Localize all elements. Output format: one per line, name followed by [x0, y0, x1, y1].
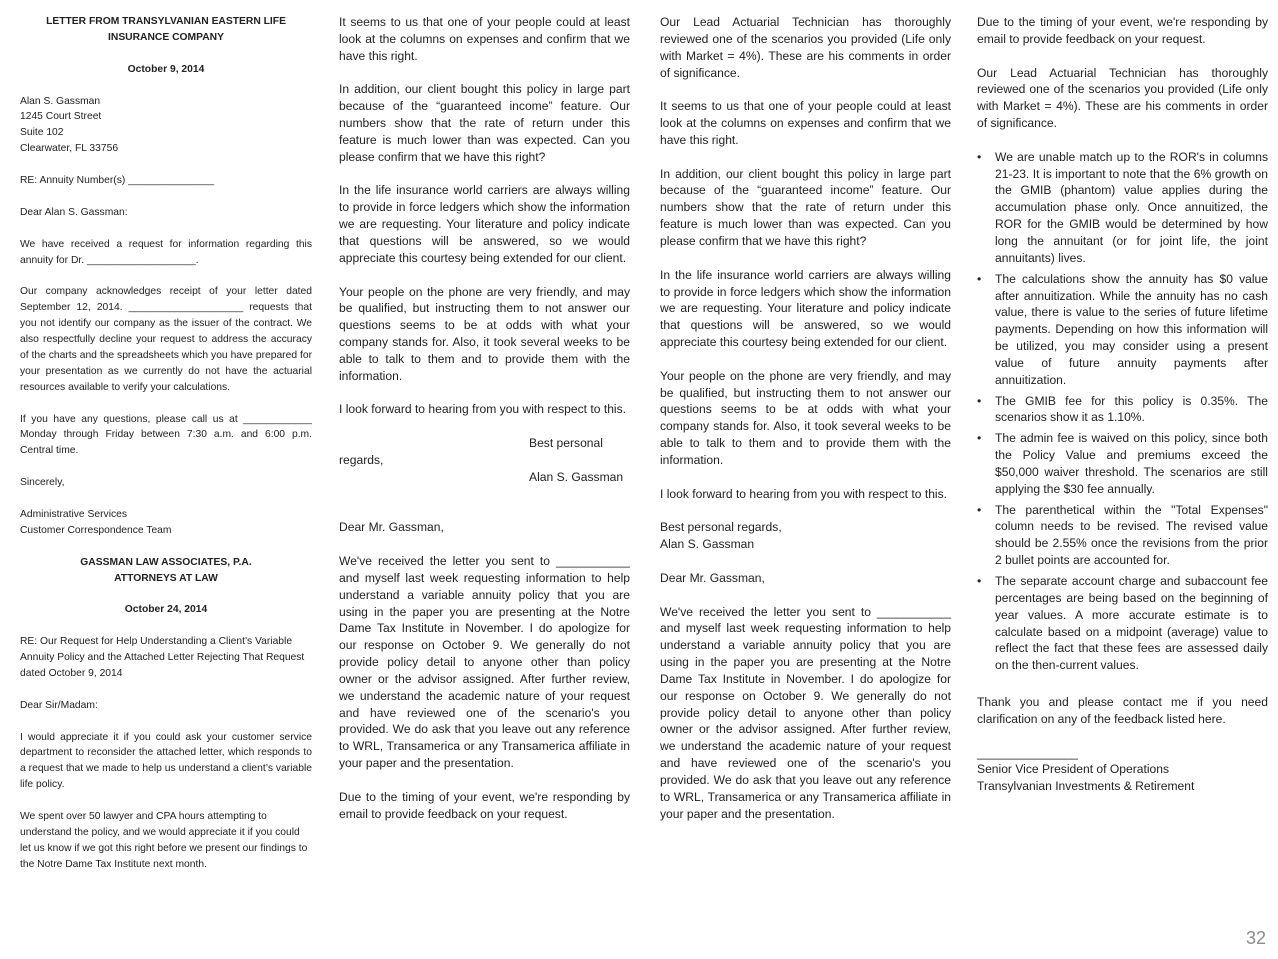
firm-subtitle: ATTORNEYS AT LAW: [114, 572, 218, 584]
page-number: 32: [1245, 928, 1266, 948]
list-item: • The GMIB fee for this policy is 0.35%. The scenarios show it as 1.10%.: [977, 393, 1268, 425]
letter-heading: LETTER FROM TRANSYLVANIAN EASTERN LIFE INSURANCE COMPANY: [46, 16, 286, 43]
bullet-icon: •: [977, 149, 982, 164]
address-line: Suite 102: [20, 127, 64, 139]
paragraph: In the life insurance world carriers are always willing to provide in force ledgers which show the information we are requesting. Your literature and policy indicate that questions will be answered, so we would appreciate this courtesy being extended for our client.: [660, 267, 951, 350]
signature-line: Senior Vice President of Operations: [977, 762, 1170, 777]
bullet-icon: •: [977, 574, 982, 588]
list-item: • We are unable match up to the ROR's in columns 21-23. It is important to note that the 6% growth on the GMIB (phantom) value applies during the accumulation phase only. Once annuitized, the ROR for the GMIB would be determined by how long the annuitant (or for joint life, the joint annuitants) lives.: [977, 149, 1268, 265]
signature: Alan S. Gassman: [529, 469, 624, 484]
column-3: [660, 14, 951, 839]
list-item: • The parenthetical within the "Total Expenses" column needs to be revised. The revised value should be 2.55% once the revisions from the prior 2 bullet points are accounted for.: [977, 502, 1268, 568]
list-item: • The admin fee is waived on this policy, since both the Policy Value and premiums exceed the $50,000 waiver threshold. The scenarios are still applying the $30 fee annually.: [977, 431, 1268, 496]
list-item: • The calculations show the annuity has $0 value after annuitization. While the annuity has no cash value, there is value to the series of future lifetime payments. Depending on how this information will be utilized, you may consider using a present value of future annuity payments after annuitization.: [977, 271, 1268, 387]
paragraph: We've received the letter you sent to ___________ and myself last week requesting information to help understand a variable annuity policy that you are using in the paper you are presenting at the Notre Dame Tax Institute in November. I do apologize for our response on October 9. We generally do not provide policy detail to anyone other than policy owner or the advisor assigned. After further review, we understand the academic nature of your request and have reviewed one of the scenario's you provided. We do ask that you leave out any reference to WRL, Transamerica or any Transamerica affiliate in your paper and the presentation.: [339, 554, 630, 771]
bullet-icon: •: [977, 271, 982, 286]
paragraph: Your people on the phone are very friendly, and may be qualified, but instructing them to not answer our questions seems to be at odds with what your company stands for. Also, it took several weeks to be able to talk to them and to provide them with the information.: [660, 368, 951, 467]
signature-line: Transylvanian Investments & Retirement: [977, 779, 1195, 794]
letter-date: October 24, 2014: [124, 604, 208, 616]
salutation: Dear Sir/Madam:: [20, 699, 98, 711]
column-1: [20, 14, 312, 889]
list-item: • The separate account charge and subaccount fee percentages are being based on the beginning of year values. A more accurate estimate is to calculate based on a midpoint (average) value to reflect the fact that these fees are assessed daily on the then-current values.: [977, 574, 1268, 673]
salutation: Dear Mr. Gassman,: [339, 520, 444, 535]
paragraph: We've received the letter you sent to ___________ and myself last week requesting information to help understand a variable annuity policy that you are using in the paper you are presenting at the Notre Dame Tax Institute in November. I do apologize for our response on October 9. We generally do not provide policy detail to anyone other than policy owner or the advisor assigned. After further review, we understand the academic nature of your request and have reviewed one of the scenario's you provided. We do ask that you leave out any reference to WRL, Transamerica or any Transamerica affiliate in your paper and the presentation.: [660, 604, 951, 821]
paragraph: Due to the timing of your event, we're responding by email to provide feedback on your request.: [339, 789, 630, 821]
re-line: RE: Annuity Number(s) _______________: [20, 175, 215, 187]
feedback-list: [977, 149, 1268, 674]
address-line: Clearwater, FL 33756: [20, 143, 119, 155]
address-line: 1245 Court Street: [20, 111, 102, 123]
signature-line: Administrative Services: [20, 508, 128, 520]
signature-blank: _______________: [977, 745, 1078, 760]
paragraph: It seems to us that one of your people could at least look at the columns on expenses and confirm that we have this right.: [660, 99, 951, 147]
signature-block: [977, 761, 1268, 795]
salutation: Dear Mr. Gassman,: [660, 570, 765, 585]
column-2: [339, 14, 630, 839]
paragraph: Thank you and please contact me if you need clarification on any of the feedback listed here.: [977, 695, 1268, 726]
paragraph: In the life insurance world carriers are always willing to provide in force ledgers which show the information we are requesting. Your literature and policy indicate that questions will be answered, so we would appreciate this courtesy being extended for our client.: [339, 183, 630, 265]
paragraph: We spent over 50 lawyer and CPA hours attempting to understand the policy, and we would appreciate it if you could let us know if we got this right before we present our findings to the Notre Dame Tax Institute next month.: [20, 811, 308, 870]
bullet-icon: •: [977, 431, 982, 446]
firm-heading: [20, 555, 312, 587]
signature: Alan S. Gassman: [660, 537, 755, 552]
paragraph: Our company acknowledges receipt of your letter dated September 12, 2014. ____________________ requests that you not identify our company as the issuer of the contract. We also respectfully decline your request to address the accuracy of the charts and the spreadsheets which you have prepared for your presentation as we currently do not have the actuarial resources available to verify your calculations.: [20, 286, 312, 393]
paragraph: In addition, our client bought this policy in large part because of the “guaranteed income” feature. Our numbers show that the rate of return under this feature is much lower than was expected. Can you please confirm that we have this right?: [339, 82, 630, 164]
recipient-address: [20, 94, 312, 158]
re-line: RE: Our Request for Help Understanding a Client’s Variable Annuity Policy and the Attached Letter Rejecting That Request dated October 9, 2014: [20, 636, 305, 679]
paragraph: Our Lead Actuarial Technician has thoroughly reviewed one of the scenarios you provided (Life only with Market = 4%). These are his comments in order of significance.: [977, 65, 1268, 131]
bullet-icon: •: [977, 502, 982, 517]
closing: Best personal regards,: [660, 520, 782, 535]
bullet-icon: •: [977, 393, 982, 408]
paragraph: If you have any questions, please call us at ____________ Monday through Friday between 7:30 a.m. and 6:00 p.m. Central time.: [20, 413, 312, 457]
paragraph: Our Lead Actuarial Technician has thoroughly reviewed one of the scenarios you provided (Life only with Market = 4%). These are his comments in order of significance.: [660, 15, 951, 80]
firm-name: GASSMAN LAW ASSOCIATES, P.A.: [80, 556, 252, 568]
closing: Best personal regards,: [339, 436, 603, 467]
paragraph: Due to the timing of your event, we're responding by email to provide feedback on your request.: [977, 15, 1268, 46]
salutation: Dear Alan S. Gassman:: [20, 206, 128, 218]
signature-block: [20, 507, 312, 539]
paragraph: Your people on the phone are very friendly, and may be qualified, but instructing them to not answer our questions seems to be at odds with what your company stands for. Also, it took several weeks to be able to talk to them and to provide them with the information.: [339, 284, 630, 383]
paragraph: I look forward to hearing from you with respect to this.: [660, 486, 948, 501]
paragraph: We have received a request for information regarding this annuity for Dr. ___________________.: [20, 238, 312, 266]
paragraph: It seems to us that one of your people could at least look at the columns on expenses and confirm that we have this right.: [339, 15, 630, 63]
closing: Sincerely,: [20, 477, 65, 489]
paragraph: I look forward to hearing from you with respect to this.: [339, 402, 627, 417]
paragraph: I would appreciate it if you could ask your customer service department to reconsider the attached letter, which responds to a request that we made to help us understand a client’s variable life policy.: [20, 731, 312, 791]
paragraph: In addition, our client bought this policy in large part because of the “guaranteed income” feature. Our numbers show that the rate of return under this feature is much lower than was expected. Can you please confirm that we have this right?: [660, 166, 951, 248]
address-line: Alan S. Gassman: [20, 95, 101, 107]
column-4: [977, 14, 1268, 812]
signature-line: Customer Correspondence Team: [20, 524, 172, 536]
letter-date: October 9, 2014: [127, 63, 205, 75]
